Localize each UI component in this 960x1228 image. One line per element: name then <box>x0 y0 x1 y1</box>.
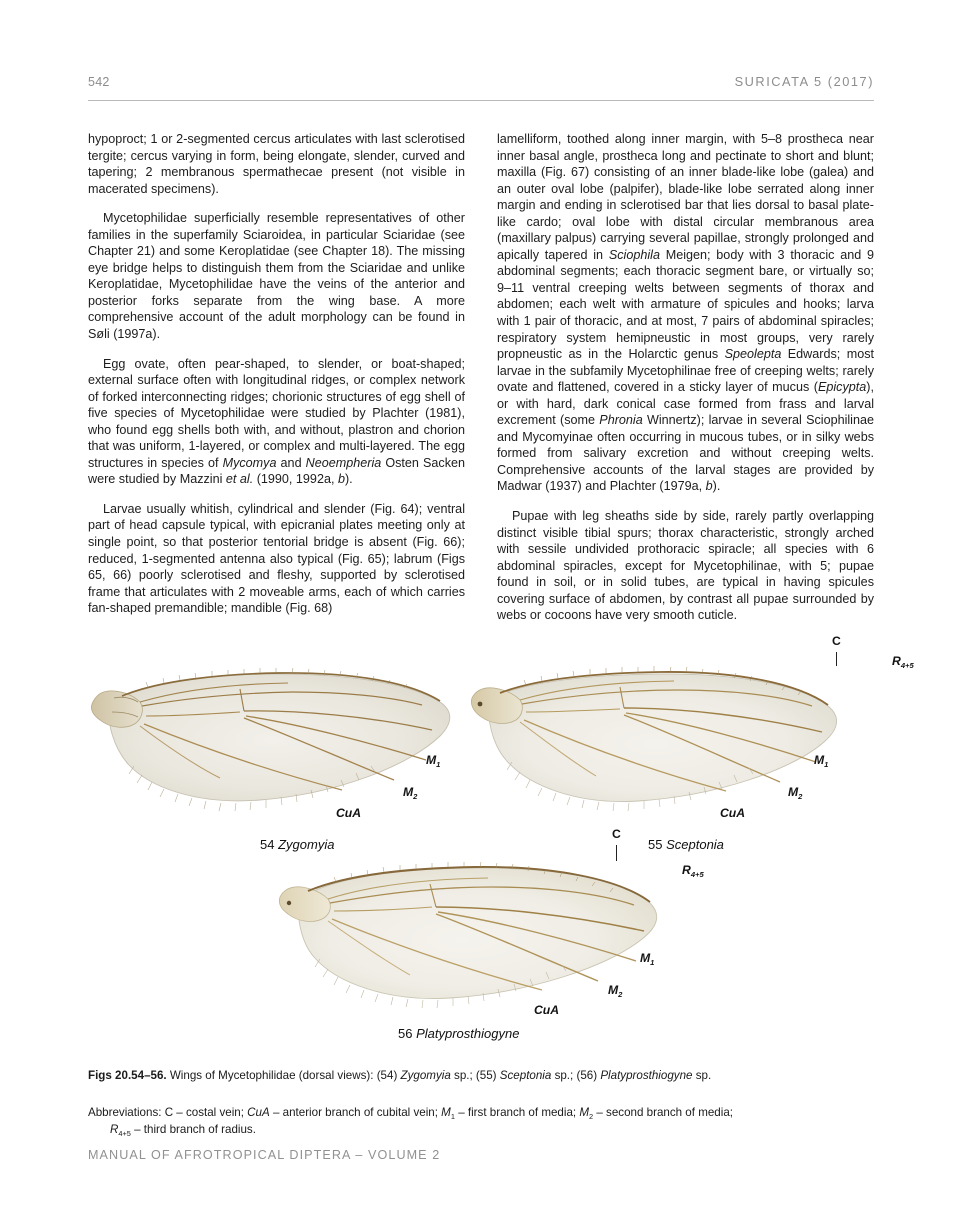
text-columns <box>88 131 874 624</box>
paragraph: Larvae usually whitish, cylindrical and slender (Fig. 64); ventral part of head capsule typical, with epicranial plates meeting only at single point, so that posterior tentorial bridge is absent (Fig. 66); reduced, 1-segmented antenna also typical (Fig. 65); labrum (Figs 65, 66) poorly sclerotised and fleshy, supported by sclerotised frame that articulates with 2 moveable arms, each of which carries fan-shaped premandible; mandible (Fig. 68) <box>88 501 465 616</box>
running-head <box>88 74 874 89</box>
paragraph: Pupae with leg sheaths side by side, rarely partly overlapping distinct visible tibial spurs; thorax characteristic, strongly arched with sessile undivided prothoracic spiracle; all species with 6 abdominal spiracles, except for Mycetophilinae, with 5; pupae found in soil, or in solid tubes, are typical in having spicules covering surface of abdomen, by contrast all pupae surrounded by webs or cocoons have very smooth cuticle. <box>497 509 874 623</box>
paragraph: hypoproct; 1 or 2-segmented cercus articulates with last sclerotised tergite; cercus varying in form, being elongate, slender, curved and tapering; 2 membranous spermathecae present (not visible in macerated specimens). <box>88 132 465 196</box>
figure-number-56: 56 <box>398 1026 413 1041</box>
figure-number-55: 55 <box>648 837 663 852</box>
vein-label-cua: CuA <box>720 806 746 820</box>
abbrev-m2-text: – second branch of media; <box>593 1106 733 1119</box>
vein-label-cua: CuA <box>534 1003 560 1017</box>
vein-label-cua: CuA <box>336 806 362 820</box>
header-divider <box>88 100 874 101</box>
wing-illustration-54 <box>88 660 458 825</box>
publication-title: SURICATA 5 (2017) <box>734 74 874 89</box>
vein-label-c: C <box>832 634 841 648</box>
right-column <box>497 131 874 624</box>
caption-figure-numbers: Figs 20.54–56. <box>88 1069 167 1082</box>
figure-plate-caption <box>88 1068 874 1083</box>
vein-label-m1: $M_1$ <box>640 951 655 967</box>
caption-genus-3: Platyprosthiogyne <box>600 1069 693 1082</box>
figure-genus-56: Platyprosthiogyne <box>416 1026 520 1041</box>
page-footer: MANUAL OF AFROTROPICAL DIPTERA – VOLUME 2 <box>88 1148 441 1162</box>
figure-plate <box>88 634 914 1050</box>
caption-genus-2: Sceptonia <box>499 1069 552 1082</box>
figure-54-zygomyia <box>88 660 458 825</box>
figure-genus-55: Sceptonia <box>666 837 724 852</box>
abbrev-cua: CuA <box>247 1106 270 1119</box>
figure-caption-56 <box>398 1026 519 1041</box>
abbrev-lead: Abbreviations: C – costal vein; <box>88 1106 248 1119</box>
vein-label-r45: $R_{4+5}$ <box>892 654 914 670</box>
wing-illustration-55 <box>470 660 850 825</box>
paragraph: Mycetophilidae superficially resemble representatives of other families in the superfamily Sciaroidea, in particular Sciaridae (see Chapter 21) and some Keroplatidae (see Chapter 18). The missing eye bridge helps to distinguish them from the Sciaridae and unlike Keroplatidae, Mycetophilidae have the veins of the anterior and posterior forks separate from the wing base. A more comprehensive account of the adult morphology can be found in Søli (1997a). <box>88 211 465 342</box>
caption-text-3: sp.; (56) <box>551 1069 601 1082</box>
abbrev-r-sub: 4+5 <box>118 1129 131 1138</box>
vein-label-m2: $M_2$ <box>608 983 623 999</box>
abbrev-cua-text: – anterior branch of cubital vein; <box>269 1106 442 1119</box>
abbrev-m1: M <box>441 1106 451 1119</box>
caption-text-4: sp. <box>692 1069 712 1082</box>
caption-genus-1: Zygomyia <box>400 1069 451 1082</box>
vein-label-m2: $M_2$ <box>788 785 803 801</box>
paragraph: lamelliform, toothed along inner margin, with 5–8 prostheca near inner basal angle, prostheca long and pectinate to short and blunt; maxilla (Fig. 67) consisting of an inner blade-like lobe (galea) and an outer oval lobe (palpifer), blade-like lobe serrated along inner margin and ending in sclerotised bar that lies dorsal to basal plate-like cardo; oval lobe with distal circular membranous area (maxillary palpus) carrying several papillae, strongly prolonged and apically tapered in Sciophila Meigen; body with 3 thoracic and 9 abdominal segments; each thoracic segment bare, or virtually so; 9–11 ventral creeping welts between segments of thorax and abdomen; each welt with armature of spicules and hooks; larva with 1 pair of thoracic, and at most, 7 pairs of abdominal spiracles; respiratory system hemipneustic in most groups, very rarely propneustic as in the Holarctic genus Speolepta Edwards; most larvae in the subfamily Mycetophilinae free of creeping welts; rarely ovate and flattened, covered in a sticky layer of mucus (Epicypta), or with hard, dark conical case formed from frass and larval excrement (some Phronia Winnertz); larvae in several Sciophilinae and Mycomyinae often occurring in mucous tubes, or in silky webs formed from salivary excretion and without creeping welts. Comprehensive accounts of the larval stages are provided by Madwar (1937) and Plachter (1979a, b). <box>497 132 874 494</box>
abbrev-r: R <box>110 1123 119 1136</box>
left-column <box>88 131 465 624</box>
page-number: 542 <box>88 75 110 89</box>
figure-55-sceptonia <box>470 634 914 825</box>
vein-label-m1: $M_1$ <box>814 753 829 769</box>
leader-line-c <box>836 652 837 666</box>
figure-caption-54 <box>260 837 334 852</box>
vein-label-m2: $M_2$ <box>403 785 418 801</box>
vein-label-c: C <box>612 827 621 841</box>
caption-text-1: Wings of Mycetophilidae (dorsal views): (54) <box>166 1069 401 1082</box>
caption-text-2: sp.; (55) <box>450 1069 500 1082</box>
abbreviations-note <box>88 1105 874 1139</box>
abbrev-m2: M <box>579 1106 590 1119</box>
abbrev-line-2 <box>88 1122 874 1139</box>
abbrev-m1-text: – first branch of media; <box>454 1106 580 1119</box>
abbrev-m1-sub: 1 <box>450 1112 455 1121</box>
figure-caption-55 <box>648 837 724 852</box>
vein-label-m1: $M_1$ <box>426 753 441 769</box>
figure-genus-54: Zygomyia <box>278 837 335 852</box>
paragraph: Egg ovate, often pear-shaped, to slender, or boat-shaped; external surface often with longitudinal ridges, or complex network of forked interconnecting ridges; chorionic structures of egg shell of five species of Mycetophilidae were studied by Plachter (1981), who found egg shells both with, and without, plastron and chorion that was uniform, 1-layered, or complex and multi-layered. The egg structures in species of Mycomya and Neoempheria Osten Sacken were studied by Mazzini et al. (1990, 1992a, b). <box>88 356 465 487</box>
abbrev-r-text: – third branch of radius. <box>130 1123 256 1136</box>
caption-block <box>88 1068 874 1139</box>
abbrev-m2-sub: 2 <box>589 1112 594 1121</box>
figure-number-54: 54 <box>260 837 275 852</box>
leader-line-c <box>616 845 617 861</box>
vein-label-r45: $R_{4+5}$ <box>682 863 704 879</box>
